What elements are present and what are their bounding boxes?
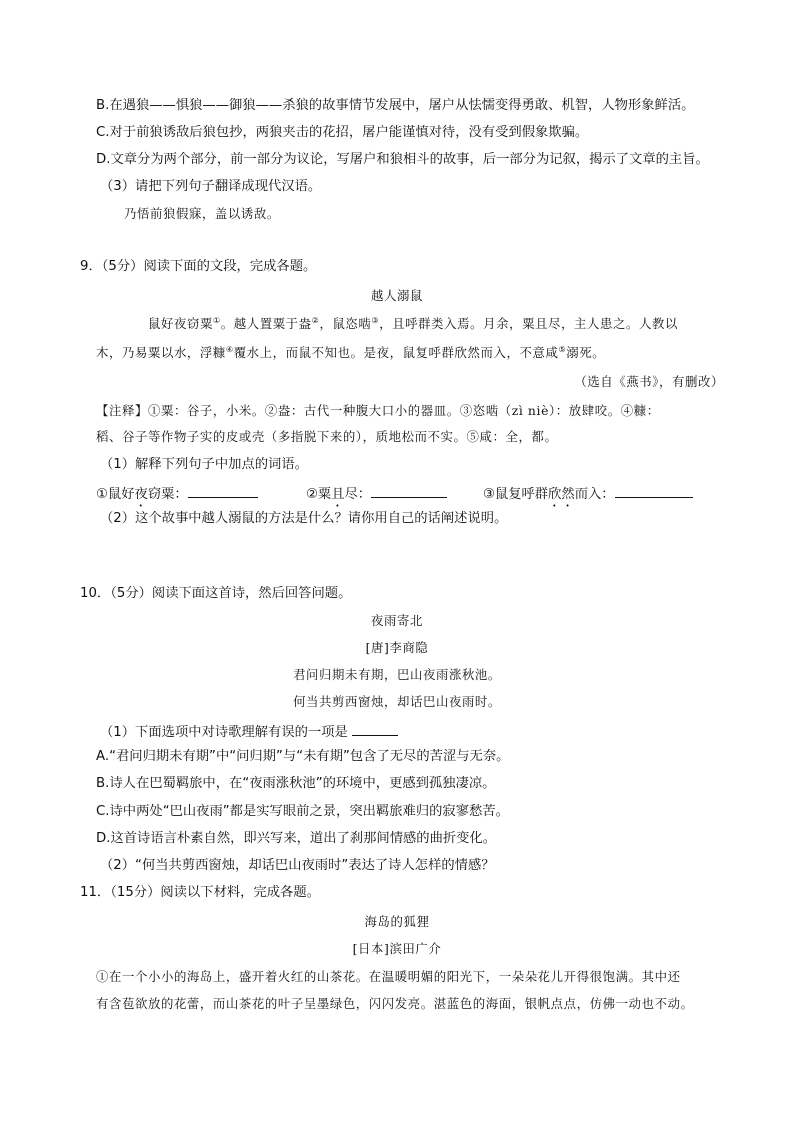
q9-item2 — [306, 483, 447, 510]
answer-blank-4[interactable] — [352, 721, 398, 736]
q9-p2-b: 覆水上，而鼠不知也。是夜，鼠复呼群欣然而入，不意咸 — [233, 345, 559, 360]
q9-passage-line1 — [148, 315, 678, 333]
q9-p1-d: ，且呼群类入焉。月余，粟且尽，主人患之。人教以 — [379, 316, 678, 331]
note-ref-3: ③ — [371, 315, 380, 325]
note-ref-4: ④ — [225, 344, 234, 354]
q9-item1-post: 窃粟： — [147, 487, 188, 502]
q11-title: 海岛的狐狸 — [364, 914, 430, 929]
q8-sentence: 乃悟前狼假寐，盖以诱敌。 — [124, 206, 280, 221]
q8-option-d: D.文章分为两个部分，前一部分为议论，写屠户和狼相斗的故事，后一部分为记叙，揭示了文章的主旨。 — [96, 152, 709, 167]
q9-sub2: （2）这个故事中越人溺鼠的方法是什么？请你用自己的话阐述说明。 — [100, 511, 508, 526]
q10-poem-title: 夜雨寄北 — [371, 613, 423, 628]
q9-item2-pre: ②粟 — [306, 487, 332, 502]
q10-option-d: D.这首诗语言朴素自然，即兴写来，道出了刹那间情感的曲折变化。 — [96, 831, 497, 846]
q10-sub1-text: （1）下面选项中对诗歌理解有误的一项是 — [100, 725, 348, 740]
q9-p2-a: 木，乃易粟以水，浮糠 — [96, 345, 226, 360]
q11-paragraph-line1: ①在一个小小的海岛上，盛开着火红的山茶花。在温暖明媚的阳光下，一朵朵花儿开得很饱满。其中还 — [96, 969, 681, 984]
q10-sub2: （2）“何当共剪西窗烛，却话巴山夜雨时”表达了诗人怎样的情感？ — [100, 858, 495, 873]
q9-item3-pre: ③鼠复呼群 — [483, 487, 549, 502]
q10-sub1 — [100, 721, 398, 742]
q9-p1-c: ，鼠恣啮 — [319, 316, 372, 331]
q10-poem-line2: 何当共剪西窗烛，却话巴山夜雨时。 — [293, 694, 501, 709]
q10-heading: 10．（5分）阅读下面这首诗，然后回答问题。 — [80, 586, 352, 601]
q10-poem-line1: 君问归期未有期，巴山夜雨涨秋池。 — [293, 667, 501, 682]
q9-item1-pre: ①鼠好 — [96, 487, 135, 502]
q9-p1-b: 。越人置粟于盎 — [220, 316, 312, 331]
q9-item1 — [96, 483, 258, 510]
q9-item2-post: 尽： — [344, 487, 372, 502]
q9-item3-post: 而入： — [574, 487, 615, 502]
q10-option-b: B.诗人在巴蜀羁旅中，在“夜雨涨秋池”的环境中，更感到孤独凄凉。 — [96, 776, 496, 791]
q9-notes-line1: 【注释】①粟：谷子，小米。②盎：古代一种腹大口小的器皿。③恣啮（zì niè）：放肆咬。④糠： — [96, 403, 660, 418]
note-ref-1: ① — [212, 315, 221, 325]
q9-title: 越人溺鼠 — [371, 288, 423, 303]
q9-sub1: （1）解释下列句子中加点的词语。 — [100, 457, 308, 472]
answer-blank-1[interactable] — [188, 483, 258, 498]
q9-item3-dotted: 欣然 — [548, 487, 575, 502]
q8-sub3: （3）请把下列句子翻译成现代汉语。 — [100, 179, 322, 194]
q9-p2-c: 溺死。 — [566, 345, 606, 360]
note-ref-2: ② — [311, 315, 320, 325]
q9-item2-dotted: 且 — [331, 487, 345, 502]
note-ref-5: ⑤ — [558, 344, 567, 354]
answer-blank-2[interactable] — [371, 483, 447, 498]
q10-option-c: C.诗中两处“巴山夜雨”都是实写眼前之景，突出羁旅难归的寂寥愁苦。 — [96, 804, 509, 819]
q9-p1-a: 鼠好夜窃粟 — [148, 316, 213, 331]
q9-source: （选自《燕书》，有删改） — [574, 374, 724, 389]
q9-passage-line2 — [96, 344, 605, 362]
q9-notes-line2: 稻、谷子等作物子实的皮或壳（多指脱下来的），质地松而不实。⑤咸：全，都。 — [96, 429, 558, 444]
q9-heading: 9．（5分）阅读下面的文段，完成各题。 — [80, 259, 317, 274]
answer-blank-3[interactable] — [615, 483, 693, 498]
q10-poem-author: [唐]李商隐 — [365, 640, 429, 655]
q8-option-b: B.在遇狼——惧狼——御狼——杀狼的故事情节发展中，屠户从怯懦变得勇敢、机智，人物形象鲜活。 — [96, 98, 695, 113]
q8-option-c: C.对于前狼诱敌后狼包抄，两狼夹击的花招，屠户能谨慎对待，没有受到假象欺骗。 — [96, 125, 589, 140]
q9-item1-dotted: 夜 — [134, 487, 148, 502]
q9-item3 — [483, 483, 693, 510]
q11-author: [日本]滨田广介 — [352, 941, 442, 956]
q11-heading: 11．（15分）阅读以下材料，完成各题。 — [80, 885, 320, 900]
q10-option-a: A.“君问归期未有期”中“问归期”与“未有期”包含了无尽的苦涩与无奈。 — [96, 749, 510, 764]
q11-paragraph-line2: 有含苞欲放的花蕾，而山茶花的叶子呈墨绿色，闪闪发亮。湛蓝色的海面，银帆点点，仿佛一动也不动。 — [96, 996, 694, 1011]
